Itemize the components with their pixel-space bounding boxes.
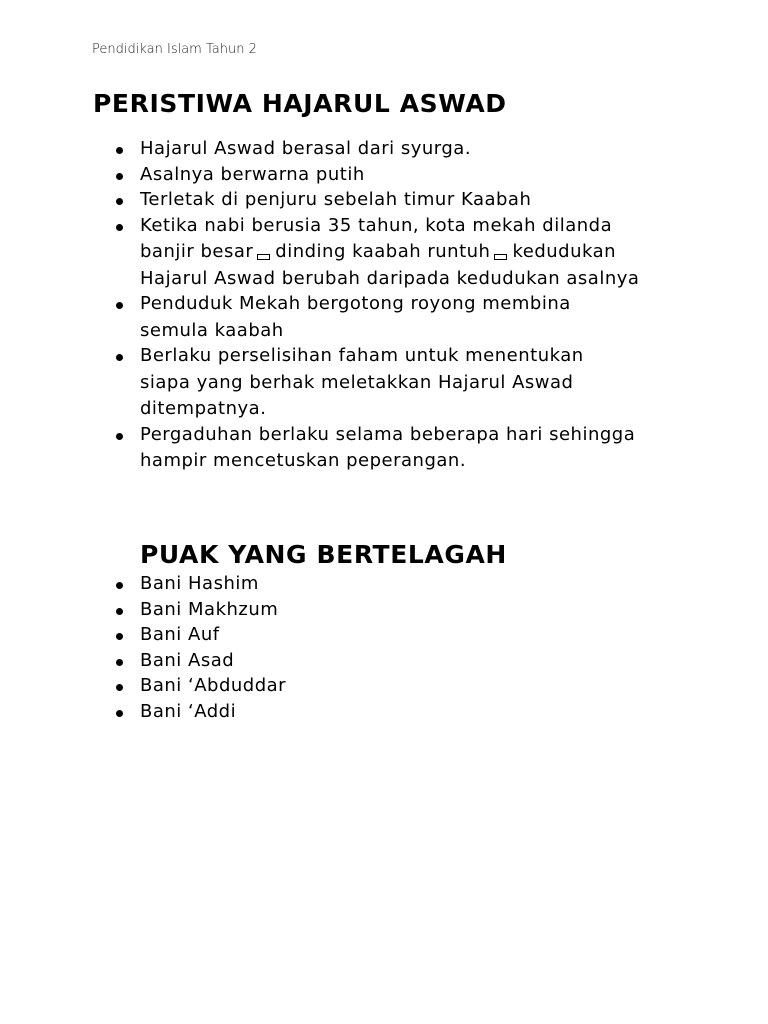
list-item-text-part: Ketika nabi berusia 35 tahun, kota mekah dilanda banjir besar bbox=[140, 214, 613, 262]
list-item bbox=[93, 597, 640, 623]
bullet-icon bbox=[116, 198, 123, 205]
bullet-icon bbox=[116, 608, 123, 615]
list-item bbox=[93, 571, 640, 597]
list-item-text: Bani ‘Abduddar bbox=[140, 675, 287, 696]
facts-list bbox=[93, 136, 640, 474]
list-item bbox=[93, 422, 640, 475]
list-item-text: Bani Asad bbox=[140, 649, 235, 671]
list-item-text: Bani Auf bbox=[140, 624, 220, 645]
list-item-text: Bani Hashim bbox=[140, 573, 259, 594]
clans-list bbox=[93, 571, 640, 724]
list-item bbox=[93, 622, 640, 648]
bullet-icon bbox=[116, 302, 123, 309]
bullet-icon bbox=[116, 224, 123, 231]
list-item bbox=[93, 187, 640, 214]
list-item-text: Berlaku perselisihan faham untuk menentukan siapa yang berhak meletakkan Hajarul Aswad ditempatnya. bbox=[140, 345, 584, 419]
missing-glyph-icon bbox=[494, 254, 507, 260]
list-item-text: Pergaduhan berlaku selama beberapa hari sehingga hampir mencetuskan peperangan. bbox=[140, 423, 636, 471]
list-item-text: Hajarul Aswad berasal dari syurga. bbox=[140, 138, 472, 159]
list-item bbox=[93, 343, 640, 423]
list-item-text: Penduduk Mekah bergotong royong membina semula kaabah bbox=[140, 293, 571, 341]
list-item bbox=[93, 136, 640, 163]
list-item bbox=[93, 673, 640, 699]
bullet-icon bbox=[116, 710, 123, 717]
bullet-icon bbox=[116, 659, 123, 666]
page-header: Pendidikan Islam Tahun 2 bbox=[92, 42, 257, 57]
list-item-text-part: dinding kaabah runtuh bbox=[275, 241, 491, 262]
bullet-icon bbox=[116, 633, 123, 640]
bullet-icon bbox=[116, 433, 123, 440]
list-item bbox=[93, 699, 640, 725]
list-item-text: Terletak di penjuru sebelah timur Kaabah bbox=[140, 189, 532, 210]
bullet-icon bbox=[116, 147, 123, 154]
list-item bbox=[93, 291, 640, 344]
page-title: PERISTIWA HAJARUL ASWAD bbox=[93, 89, 507, 118]
list-item-text: Bani Makhzum bbox=[140, 598, 279, 620]
bullet-icon bbox=[116, 354, 123, 361]
list-item bbox=[93, 162, 640, 189]
list-item bbox=[93, 213, 640, 293]
section-title: PUAK YANG BERTELAGAH bbox=[140, 540, 507, 569]
list-item-text-part: kedudukan Hajarul Aswad berubah daripada kedudukan asalnya bbox=[140, 241, 640, 289]
bullet-icon bbox=[116, 173, 123, 180]
missing-glyph-icon bbox=[257, 254, 270, 260]
list-item-text: Asalnya berwarna putih bbox=[140, 163, 365, 185]
list-item bbox=[93, 648, 640, 674]
list-item-text: Bani ‘Addi bbox=[140, 700, 237, 722]
bullet-icon bbox=[116, 684, 123, 691]
bullet-icon bbox=[116, 582, 123, 589]
